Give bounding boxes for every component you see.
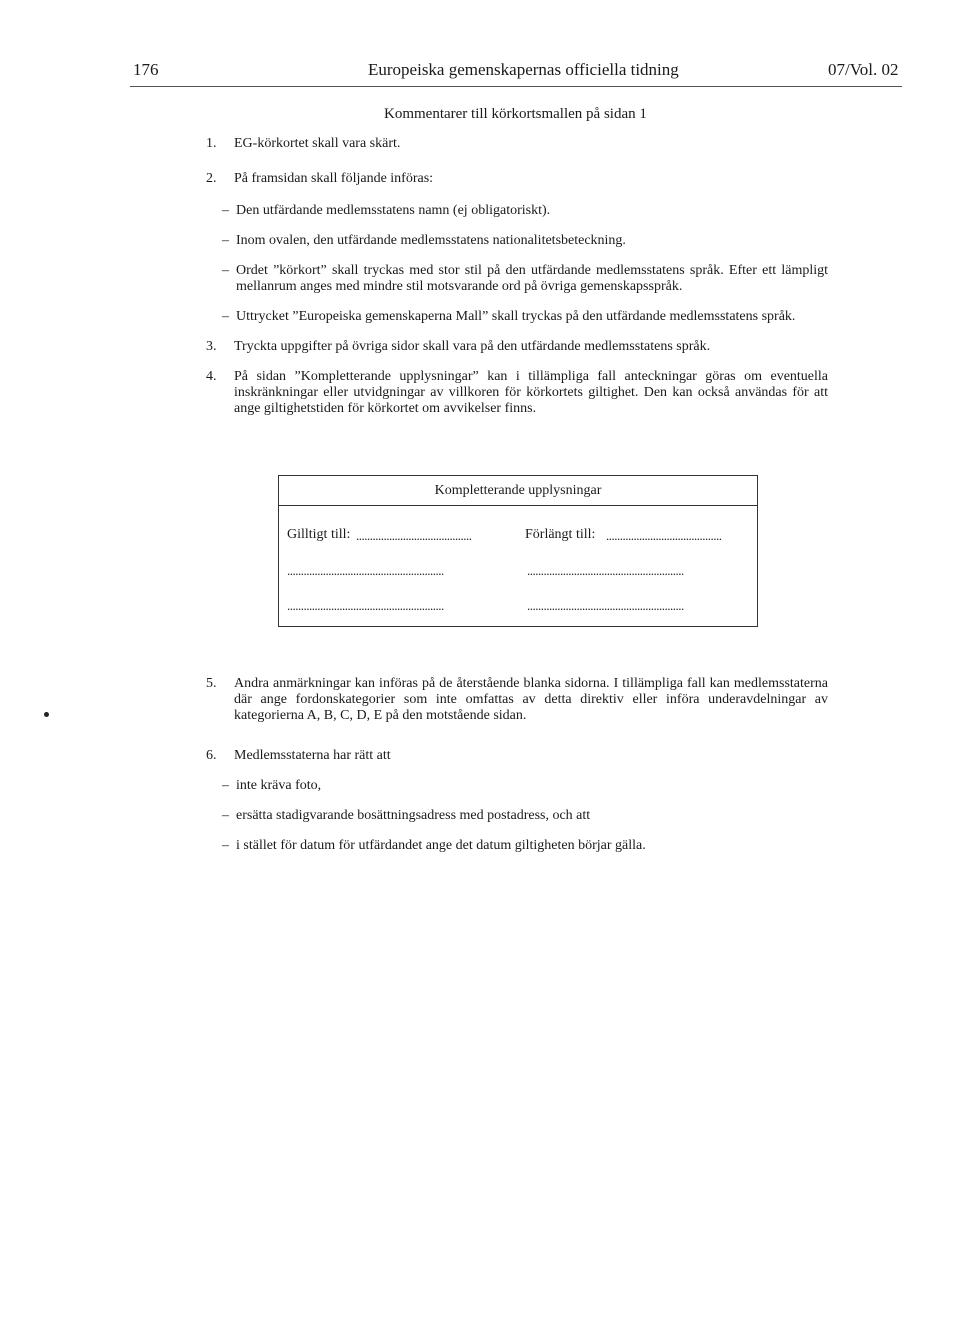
box-title: Kompletterande upplysningar	[434, 483, 602, 498]
dash-text: Uttrycket ”Europeiska gemenskaperna Mall” skall tryckas på den utfärdande medlemsstatens språk.	[236, 309, 796, 324]
dash-text: Den utfärdande medlemsstatens namn (ej obligatoriskt).	[236, 203, 551, 218]
dash-text: Ordet ”körkort” skall tryckas med stor stil på den utfärdande medlemsstatens språk. Efter ett lämpligt mellanrum anges med mindre stil motsvarande ord på övriga gemenskapsspråk.	[236, 263, 828, 294]
document-body-lower	[206, 676, 828, 854]
section-text: På sidan ”Kompletterande upplysningar” kan i tillämpliga fall anteckningar göras om eventuella inskränkningar eller utvidgningar av villkoren för körkortets giltighet. Den kan också användas för att ange giltighetstiden för körkortet om avvikelser finns.	[234, 369, 828, 416]
dash-text: Inom ovalen, den utfärdande medlemsstatens nationalitetsbeteckning.	[236, 233, 626, 248]
dash-item	[206, 263, 828, 295]
extended-until-label: Förlängt till:	[525, 527, 596, 542]
blank-line-left-2: .........................................................	[287, 598, 444, 613]
section-text: Medlemsstaterna har rätt att	[234, 748, 391, 763]
dash-item	[206, 838, 828, 854]
dash-text: ersätta stadigvarande bosättningsadress med postadress, och att	[236, 808, 591, 823]
section-text: Andra anmärkningar kan införas på de återstående blanka sidorna. I tillämpliga fall kan medlemsstaterna där ange fordonskategorier som inte omfattas av detta direktiv eller införa underavdelningar av kategorierna A, B, C, D, E på den motstående sidan.	[234, 676, 828, 723]
dash-mark: –	[222, 309, 229, 324]
section-subtitle: Kommentarer till körkortsmallen på sidan 1	[384, 106, 647, 122]
blank-line-right-2: .........................................................	[527, 598, 684, 613]
valid-until-dots: ..........................................	[356, 528, 472, 543]
journal-title: Europeiska gemenskapernas officiella tidning	[368, 60, 679, 79]
blank-line-left-1: .........................................................	[287, 563, 444, 578]
page-header	[0, 0, 960, 100]
section-4	[206, 369, 828, 417]
dash-mark: –	[222, 778, 229, 793]
dash-mark: –	[222, 203, 229, 218]
dash-mark: –	[222, 808, 229, 823]
document-body	[206, 136, 828, 417]
section-text: På framsidan skall följande införas:	[234, 171, 434, 186]
dash-item	[206, 203, 828, 219]
section-3	[206, 339, 828, 355]
section-number: 2.	[206, 171, 217, 186]
section-number: 1.	[206, 136, 217, 151]
dash-text: i stället för datum för utfärdandet ange det datum giltigheten börjar gälla.	[236, 838, 646, 853]
margin-dot	[44, 712, 49, 717]
blank-line-right-1: .........................................................	[527, 563, 684, 578]
dash-item	[206, 233, 828, 249]
box-divider	[278, 505, 758, 506]
header-rule	[130, 86, 902, 87]
section-6	[206, 748, 828, 764]
dash-mark: –	[222, 233, 229, 248]
dash-item	[206, 309, 828, 325]
dash-text: inte kräva foto,	[236, 778, 322, 793]
valid-until-label: Gilltigt till:	[287, 527, 351, 542]
section-1	[206, 136, 828, 152]
section-text: Tryckta uppgifter på övriga sidor skall vara på den utfärdande medlemsstatens språk.	[234, 339, 711, 354]
section-number: 5.	[206, 676, 217, 691]
dash-mark: –	[222, 263, 229, 278]
section-number: 6.	[206, 748, 217, 763]
volume-label: 07/Vol. 02	[828, 60, 899, 79]
section-number: 3.	[206, 339, 217, 354]
extended-until-dots: ..........................................	[606, 528, 722, 543]
section-number: 4.	[206, 369, 217, 384]
dash-item	[206, 778, 828, 794]
section-text: EG-körkortet skall vara skärt.	[234, 136, 401, 151]
section-2	[206, 171, 828, 187]
dash-item	[206, 808, 828, 824]
dash-mark: –	[222, 838, 229, 853]
section-5	[206, 676, 828, 724]
page-number: 176	[133, 60, 159, 79]
